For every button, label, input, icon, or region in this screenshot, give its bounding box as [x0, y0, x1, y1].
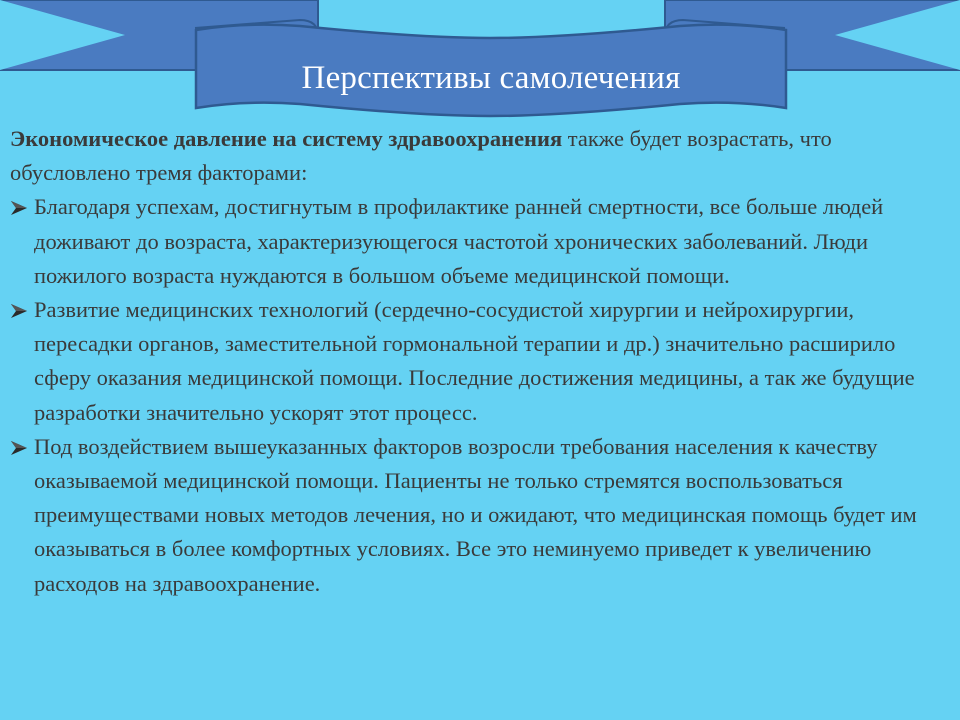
bullet-item — [10, 430, 952, 601]
bullet-item — [10, 190, 952, 293]
bullet-list — [10, 190, 952, 600]
bullet-text: Под воздействием вышеуказанных факторов возросли требования населения к качеству оказываемой медицинской помощи. Пациенты не только стремятся воспользоваться преимуществами новых методов лечения, но и ожидают, что медицинская помощь будет им оказываться в более комфортных условиях. Все это неминуемо приведет к увеличению расходов на здравоохранение. — [34, 433, 917, 596]
arrow-bullet-icon — [10, 200, 28, 216]
arrow-bullet-icon — [10, 303, 28, 319]
slide-title: Перспективы самолечения — [301, 59, 681, 96]
bullet-text: Развитие медицинских технологий (сердечно-сосудистой хирургии и нейрохирургии, пересадки органов, заместительной гормональной терапии и др.) значительно расширило сферу оказания медицинской помощи. Последние достижения медицины, а так же будущие разработки значительно ускорят этот процесс. — [34, 297, 915, 425]
intro-bold: Экономическое давление на систему здравоохранения — [10, 126, 563, 151]
intro-rest: также будет возрастать, что обусловлено тремя факторами: — [10, 126, 832, 186]
bullet-text: Благодаря успехам, достигнутым в профилактике ранней смертности, все больше людей доживают до возраста, характеризующегося частотой хронических заболеваний. Люди пожилого возраста нуждаются в большом объеме медицинской помощи. — [34, 194, 884, 288]
bullet-item — [10, 293, 952, 430]
slide-body — [10, 122, 952, 601]
intro-paragraph — [10, 122, 952, 190]
arrow-bullet-icon — [10, 440, 28, 456]
